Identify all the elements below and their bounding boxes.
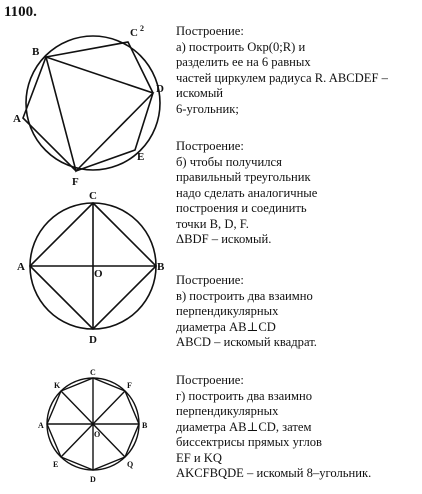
fig3-label-q: Q: [127, 460, 134, 469]
fig3-label-f: F: [127, 381, 132, 390]
fig2-label-c: C: [89, 190, 97, 202]
line: искомый: [176, 86, 224, 100]
line: частей циркулем радиуса R. ABCDEF –: [176, 70, 388, 85]
fig1-circle: [26, 36, 160, 170]
line: б) чтобы получился: [176, 154, 282, 169]
construction-a: [176, 24, 388, 117]
line: ABCD – искомый квадрат.: [176, 335, 317, 349]
construction-d: [176, 373, 371, 482]
line: перпендикулярных: [176, 304, 279, 318]
fig3-label-o: O: [94, 430, 101, 439]
fig1-label-c-superscript: 2: [140, 24, 144, 33]
figure-hexagon: [13, 24, 164, 188]
line: Построение:: [176, 273, 244, 287]
fig2-label-d: D: [89, 334, 97, 346]
problem-number: 1100.: [4, 4, 37, 20]
construction-c: [176, 273, 317, 351]
line: г) построить два взаимно: [176, 388, 313, 403]
fig2-label-b: B: [157, 261, 165, 273]
fig1-label-f: F: [72, 176, 79, 188]
fig2-label-a: A: [17, 261, 25, 273]
line: Построение:: [176, 24, 244, 38]
figure-square: [17, 190, 165, 346]
fig3-label-e: E: [53, 460, 59, 469]
fig2-label-o: O: [94, 268, 103, 280]
fig3-label-a: A: [38, 421, 44, 430]
line: 6-угольник;: [176, 101, 239, 116]
fig3-label-b: B: [142, 421, 148, 430]
line: диаметра AB⊥CD: [176, 319, 276, 334]
line: построения и соединить: [176, 201, 307, 215]
construction-b: [176, 139, 317, 248]
fig1-label-c: C: [130, 27, 138, 39]
line: AKCFBQDE – искомый 8–угольник.: [176, 466, 372, 480]
fig1-label-a: A: [13, 113, 21, 125]
line: точки B, D, F.: [176, 216, 249, 231]
line: а) построить Окр(0;R) и: [176, 39, 306, 54]
line: правильный треугольник: [176, 170, 311, 184]
line: в) построить два взаимно: [176, 288, 313, 303]
fig3-label-d: D: [90, 475, 96, 484]
line: диаметра AB⊥CD, затем: [176, 419, 312, 434]
fig3-label-c: C: [90, 368, 96, 377]
line: Построение:: [176, 139, 244, 153]
line: ΔBDF – искомый.: [176, 232, 272, 246]
line: EF и KQ: [176, 450, 222, 465]
fig1-label-d: D: [156, 83, 164, 95]
fig1-label-e: E: [137, 151, 145, 163]
line: разделить ее на 6 равных: [176, 55, 311, 69]
line: перпендикулярных: [176, 404, 279, 418]
line: биссектрисы прямых углов: [176, 435, 322, 449]
figure-octagon: [38, 368, 148, 484]
line: Построение:: [176, 373, 244, 387]
fig1-label-b: B: [32, 46, 40, 58]
line: надо сделать аналогичные: [176, 185, 318, 200]
fig1-hexagon: [23, 42, 153, 171]
fig3-label-k: K: [54, 381, 61, 390]
